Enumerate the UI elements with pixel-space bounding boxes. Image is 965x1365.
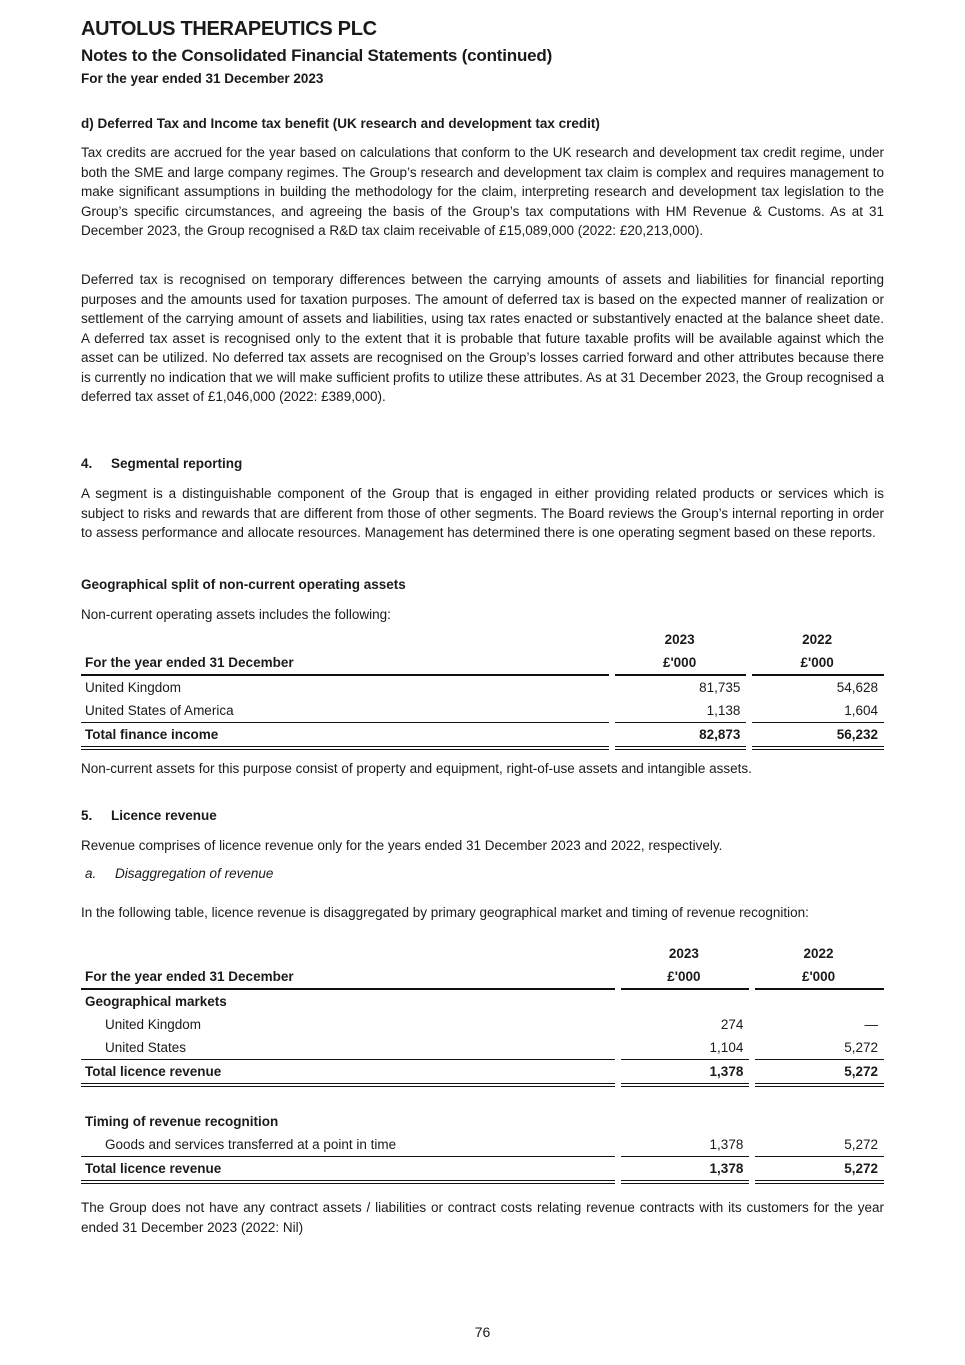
notes-title: Notes to the Consolidated Financial Statements (continued)	[81, 46, 553, 65]
row-label: United Kingdom	[85, 680, 182, 695]
value-2022: 5,272	[755, 1133, 884, 1157]
col-year-2022: 2022	[802, 632, 833, 647]
section-5-title: Licence revenue	[111, 808, 217, 823]
col-unit-2022: £'000	[752, 651, 884, 676]
total-2022: 5,272	[755, 1060, 884, 1087]
table-row	[81, 1036, 884, 1060]
section-4-number: 4.	[81, 456, 93, 471]
row-label: United States	[81, 1036, 615, 1060]
table-row	[81, 1013, 884, 1036]
total-label: Total licence revenue	[81, 1157, 615, 1184]
total-row	[81, 723, 884, 750]
spacer-row	[81, 1087, 884, 1110]
table-header-row	[81, 965, 884, 990]
non-current-footnote: Non-current assets for this purpose consist of property and equipment, right-of-use assets and intangible assets.	[81, 761, 752, 776]
total-2023: 1,378	[621, 1157, 750, 1184]
non-current-assets-table	[81, 628, 884, 750]
section-4-title: Segmental reporting	[111, 456, 243, 471]
col-unit-2023: £'000	[615, 651, 747, 676]
table-row	[81, 699, 884, 723]
row-label-header: For the year ended 31 December	[81, 965, 615, 990]
value-2023: 1,378	[621, 1133, 750, 1157]
col-unit-2023: £'000	[621, 965, 750, 990]
total-row	[81, 1060, 884, 1087]
section-5-heading	[81, 808, 217, 823]
value-2023: 81,735	[699, 680, 741, 695]
table-row	[81, 1133, 884, 1157]
table-header-row	[81, 651, 884, 676]
total-2022: 5,272	[755, 1157, 884, 1184]
value-2022: 5,272	[755, 1036, 884, 1060]
subsection-letter: a.	[85, 866, 97, 881]
group-title-row	[81, 1110, 884, 1133]
row-label-header: For the year ended 31 December	[81, 651, 609, 676]
tax-credits-paragraph: Tax credits are accrued for the year based on calculations that conform to the UK research and development tax credit regime, under both the SME and large company regimes. The Group’s research and development tax claim is complex and requires management to make significant assumptions in building the methodology for the claim, interpreting research and development tax legislation to the Group’s specific circumstances, and agreeing the basis of the Group’s tax computations with HM Revenue & Customs. As at 31 December 2023, the Group recognised a R&D tax claim receivable of £15,089,000 (2022: £20,213,000).	[81, 145, 884, 238]
revenue-paragraph: Revenue comprises of licence revenue only for the years ended 31 December 2023 and 2022, respectively.	[81, 838, 723, 853]
total-row	[81, 1157, 884, 1184]
table-year-row	[81, 942, 884, 965]
section-4-heading	[81, 456, 242, 471]
table-year-row	[81, 628, 884, 651]
row-label: United Kingdom	[105, 1017, 202, 1032]
row-label: Goods and services transferred at a point in time	[81, 1133, 615, 1157]
total-2023: 1,378	[621, 1060, 750, 1087]
col-year-2023: 2023	[668, 946, 699, 961]
col-year-2022: 2022	[803, 946, 834, 961]
licence-revenue-table	[81, 942, 884, 1184]
value-2022: —	[864, 1017, 878, 1032]
table-row	[81, 676, 884, 699]
value-2022: 54,628	[836, 680, 878, 695]
col-unit-2022: £'000	[755, 965, 884, 990]
non-current-intro: Non-current operating assets includes the following:	[81, 607, 391, 622]
segment-paragraph: A segment is a distinguishable component of the Group that is engaged in either providing related products or services which is subject to risks and rewards that are different from those of other segments. The Board reviews the Group’s internal reporting in order to assess performance and allocate resources. Management has determined there is one operating segment based on these reports.	[81, 486, 884, 540]
total-label: Total finance income	[81, 723, 609, 750]
group-title: Timing of revenue recognition	[85, 1114, 279, 1129]
value-2022: 1,604	[752, 699, 884, 723]
value-2023: 1,104	[621, 1036, 750, 1060]
value-2023: 274	[720, 1017, 744, 1032]
value-2023: 1,138	[615, 699, 747, 723]
total-2022: 56,232	[752, 723, 884, 750]
disaggregation-intro: In the following table, licence revenue is disaggregated by primary geographical market and timing of revenue recognition:	[81, 905, 809, 920]
section-5-number: 5.	[81, 808, 93, 823]
group-title: Geographical markets	[85, 994, 227, 1009]
disaggregation-subheading	[85, 866, 273, 881]
col-year-2023: 2023	[664, 632, 695, 647]
total-2023: 82,873	[615, 723, 747, 750]
row-label: United States of America	[81, 699, 609, 723]
total-label: Total licence revenue	[81, 1060, 615, 1087]
company-name: AUTOLUS THERAPEUTICS PLC	[81, 18, 377, 40]
subsection-title: Disaggregation of revenue	[115, 866, 274, 881]
period-subtitle: For the year ended 31 December 2023	[81, 71, 324, 86]
group-title-row	[81, 990, 884, 1013]
geo-split-subheading: Geographical split of non-current operating assets	[81, 577, 406, 592]
page-number: 76	[474, 1324, 491, 1340]
deferred-tax-paragraph: Deferred tax is recognised on temporary differences between the carrying amounts of assets and liabilities for financial reporting purposes and the amounts used for taxation purposes. The amount of deferred tax is based on the expected manner of realization or settlement of the carrying amount of assets and liabilities, using tax rates enacted or substantively enacted at the balance sheet date. A deferred tax asset is recognised only to the extent that it is probable that future taxable profits will be available against which the asset can be utilized. No deferred tax assets are recognised on the Group’s losses carried forward and other attributes because there is currently no indication that we will make sufficient profits to utilize these attributes. As at 31 December 2023, the Group recognised a deferred tax asset of £1,046,000 (2022: £389,000).	[81, 272, 884, 404]
deferred-tax-heading: d) Deferred Tax and Income tax benefit (UK research and development tax credit)	[81, 116, 600, 131]
contract-assets-paragraph: The Group does not have any contract assets / liabilities or contract costs relating revenue contracts with its customers for the year ended 31 December 2023 (2022: Nil)	[81, 1200, 884, 1235]
